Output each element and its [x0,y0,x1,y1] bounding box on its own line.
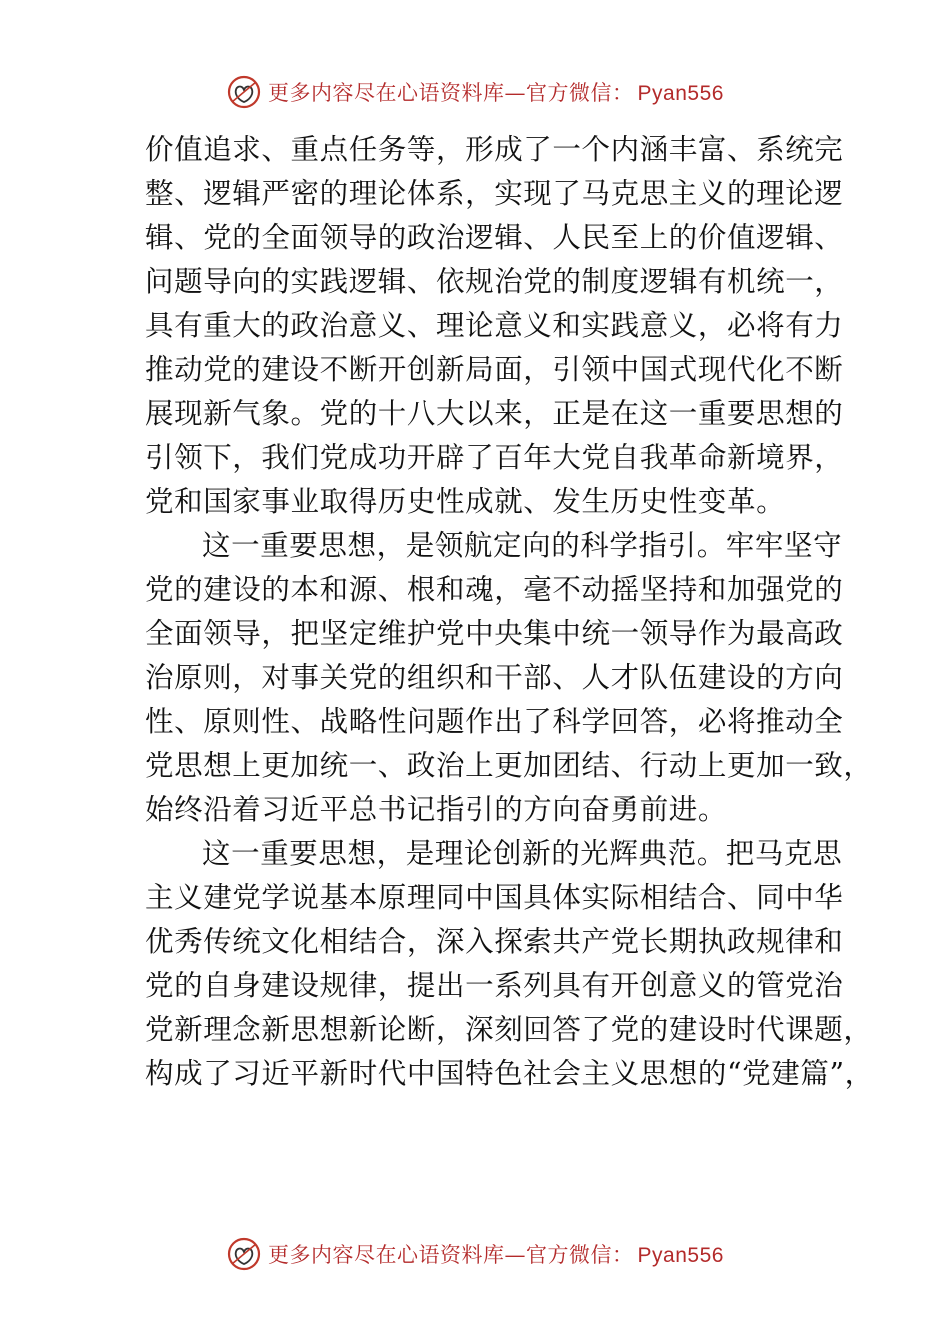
banner-wechat-handle: Pyan556 [637,1244,724,1267]
text-line: 展现新气象。党的十八大以来，正是在这一重要思想的 [145,397,844,430]
footer-watermark-banner [0,1234,950,1274]
text-line: 具有重大的政治意义、理论意义和实践意义，必将有力 [145,309,844,342]
paragraph-start-line: 这一重要思想，是理论创新的光辉典范。把马克思 [202,837,843,870]
paragraph-start-line: 这一重要思想，是领航定向的科学指引。牢牢坚守 [202,529,843,562]
header-watermark-banner [0,72,950,112]
banner-slogan: 更多内容尽在心语资料库—官方微信： [268,1243,634,1267]
text-line: 主义建党学说基本原理同中国具体实际相结合、同中华 [145,881,844,914]
text-line: 辑、党的全面领导的政治逻辑、人民至上的价值逻辑、 [145,221,844,254]
text-line: 问题导向的实践逻辑、依规治党的制度逻辑有机统一， [145,265,844,298]
text-line: 价值追求、重点任务等，形成了一个内涵丰富、系统完 [145,133,844,166]
banner-text [268,1239,724,1269]
text-line: 整、逻辑严密的理论体系，实现了马克思主义的理论逻 [145,177,844,210]
text-line: 引领下，我们党成功开辟了百年大党自我革命新境界， [145,441,844,474]
banner-wechat-handle: Pyan556 [637,82,724,105]
text-line: 治原则，对事关党的组织和干部、人才队伍建设的方向 [145,661,844,694]
signature-heart-logo-icon [226,1236,262,1272]
text-line: 优秀传统文化相结合，深入探索共产党长期执政规律和 [145,925,844,958]
text-line: 始终沿着习近平总书记指引的方向奋勇前进。 [145,793,728,826]
signature-heart-logo-icon [226,74,262,110]
text-line: 党的建设的本和源、根和魂，毫不动摇坚持和加强党的 [145,573,844,606]
text-line: 党新理念新思想新论断，深刻回答了党的建设时代课题， [145,1013,873,1046]
text-line: 党和国家事业取得历史性成就、发生历史性变革。 [145,485,786,518]
document-body [145,128,874,1096]
text-line: 全面领导，把坚定维护党中央集中统一领导作为最高政 [145,617,844,650]
text-line: 党的自身建设规律，提出一系列具有开创意义的管党治 [145,969,844,1002]
text-line: 党思想上更加统一、政治上更加团结、行动上更加一致， [145,749,873,782]
text-line: 推动党的建设不断开创新局面，引领中国式现代化不断 [145,353,844,386]
banner-slogan: 更多内容尽在心语资料库—官方微信： [268,81,634,105]
text-line: 构成了习近平新时代中国特色社会主义思想的“党建篇”， [145,1057,874,1090]
text-line: 性、原则性、战略性问题作出了科学回答，必将推动全 [145,705,844,738]
banner-text [268,77,724,107]
